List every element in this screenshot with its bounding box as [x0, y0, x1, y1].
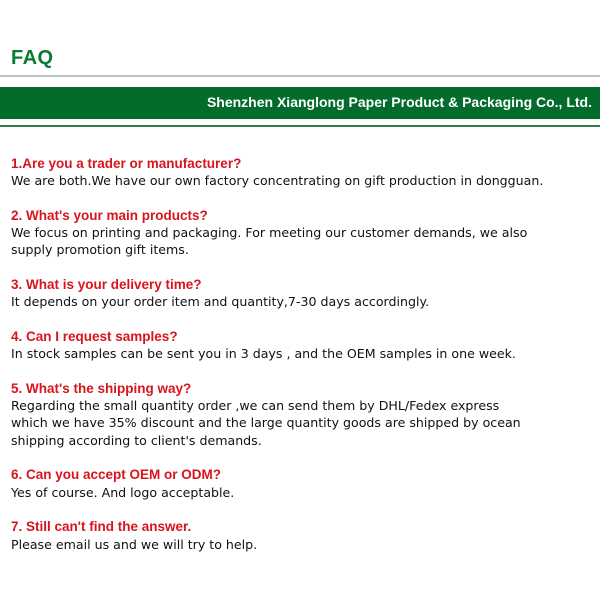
faq-question: 5. What's the shipping way? [11, 380, 192, 396]
faq-answer: We focus on printing and packaging. For meeting our customer demands, we also supply promotion gift items. [11, 225, 528, 258]
faq-item [11, 155, 596, 190]
company-banner [0, 87, 600, 119]
faq-answer: Regarding the small quantity order ,we can send them by DHL/Fedex express which we have 35% discount and the large quantity goods are shipped by ocean shipping according to client's demands. [11, 398, 521, 448]
faq-answer: We are both.We have our own factory concentrating on gift production in dongguan. [11, 173, 544, 189]
faq-question: 4. Can I request samples? [11, 328, 178, 344]
faq-list [11, 155, 596, 570]
faq-answer: In stock samples can be sent you in 3 days , and the OEM samples in one week. [11, 346, 516, 362]
faq-answer: Please email us and we will try to help. [11, 536, 258, 552]
faq-question: 7. Still can't find the answer. [11, 519, 192, 535]
faq-question: 3. What is your delivery time? [11, 277, 202, 293]
page-title: FAQ [11, 47, 54, 69]
faq-item [11, 380, 596, 449]
faq-item [11, 466, 596, 501]
faq-answer: It depends on your order item and quantity,7-30 days accordingly. [11, 294, 430, 310]
faq-question: 2. What's your main products? [11, 207, 208, 223]
faq-item [11, 207, 596, 259]
company-name: Shenzhen Xianglong Paper Product & Packaging Co., Ltd. [206, 94, 592, 110]
faq-answer: Yes of course. And logo acceptable. [11, 484, 235, 500]
faq-question: 1.Are you a trader or manufacturer? [11, 156, 242, 171]
faq-item [11, 276, 596, 311]
divider [0, 75, 600, 77]
faq-question: 6. Can you accept OEM or ODM? [11, 467, 222, 483]
divider [0, 125, 600, 127]
faq-item [11, 328, 596, 363]
faq-item [11, 518, 596, 553]
